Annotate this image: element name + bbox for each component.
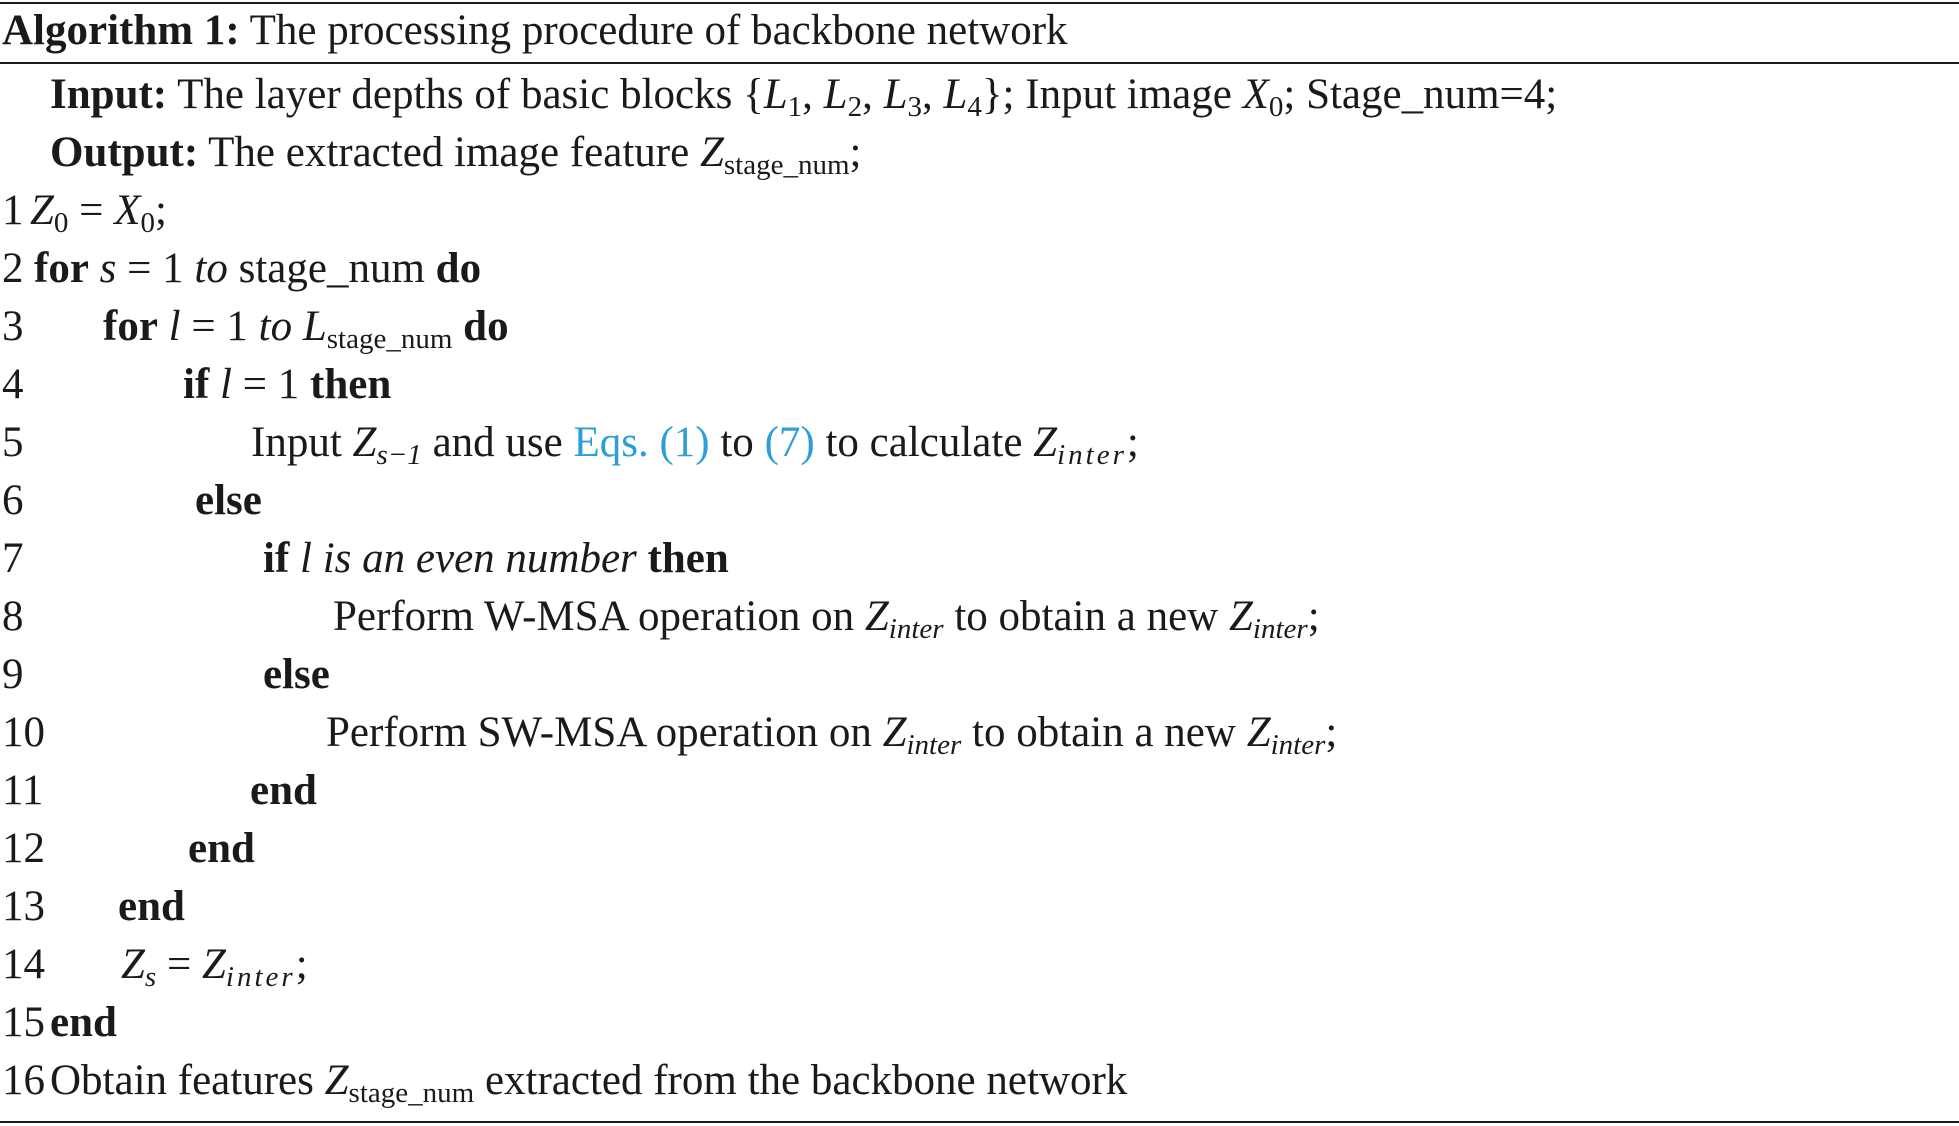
line-content [250, 762, 317, 820]
var-l4: L [943, 71, 968, 118]
var-x: X [1242, 71, 1269, 118]
line-content [188, 820, 255, 878]
keyword-end: end [50, 999, 117, 1046]
line-number: 15 [2, 999, 45, 1046]
line-number: 2 [2, 245, 24, 292]
sub: 0 [53, 207, 69, 239]
line-content [195, 472, 262, 530]
input-content [50, 66, 1557, 124]
text: extracted from the backbone network [474, 1057, 1128, 1104]
sub: 0 [140, 207, 155, 239]
punct: ; [1325, 709, 1338, 756]
line-content [183, 356, 391, 414]
keyword-to: to [194, 245, 228, 292]
input-text: The layer depths of basic blocks { [167, 71, 764, 118]
op: = 1 [180, 303, 259, 350]
sub: inter [888, 613, 944, 645]
sub: inter [906, 729, 962, 761]
output-text: The extracted image feature [198, 129, 700, 176]
var-l3: L [883, 71, 908, 118]
keyword-for: for [103, 303, 158, 350]
text: to [709, 419, 765, 466]
var-z: Z [882, 709, 907, 756]
algorithm-label: Algorithm 1: [2, 7, 240, 54]
var-z: Z [864, 593, 889, 640]
line-content [121, 936, 308, 994]
line-number: 3 [2, 303, 24, 350]
sub-1: 1 [787, 91, 803, 123]
input-text-2: }; Input image [981, 71, 1243, 118]
sub: stage_num [348, 1077, 475, 1109]
eq-ref-7-link[interactable]: (7) [764, 419, 815, 466]
text: Obtain features [50, 1057, 325, 1104]
line-content [263, 530, 729, 588]
sub: inter [1057, 439, 1127, 471]
eq-ref-1-link[interactable]: Eqs. (1) [573, 419, 710, 466]
line-content [30, 182, 167, 240]
var-z: Z [699, 129, 724, 176]
punct: ; [154, 187, 167, 234]
line-number: 7 [2, 535, 24, 582]
line-content [263, 646, 330, 704]
text: and use [421, 419, 574, 466]
sub-2: 2 [847, 91, 863, 123]
text: Perform W-MSA operation on [333, 593, 865, 640]
algorithm-title [2, 2, 1068, 60]
text: Perform SW-MSA operation on [326, 709, 883, 756]
op: = [156, 941, 202, 988]
line-content [50, 994, 117, 1052]
var-z: Z [1228, 593, 1253, 640]
keyword-for: for [34, 245, 89, 292]
sub: inter [1270, 729, 1326, 761]
line-content [34, 240, 481, 298]
sep-3: , [922, 71, 944, 118]
keyword-then: then [647, 535, 729, 582]
keyword-to: to [258, 303, 293, 350]
keyword-do: do [435, 245, 482, 292]
sep-2: , [862, 71, 884, 118]
sub: inter [1252, 613, 1308, 645]
line-number: 14 [2, 941, 45, 988]
line-content [251, 414, 1139, 472]
var-s: s [99, 245, 117, 292]
op: = 1 [116, 245, 195, 292]
output-label: Output: [50, 129, 199, 176]
line-number: 13 [2, 883, 45, 930]
var-x: X [114, 187, 141, 234]
punct: ; [295, 941, 308, 988]
header-rule [0, 62, 1959, 64]
line-number: 4 [2, 361, 24, 408]
line-content [103, 298, 509, 356]
line-number: 8 [2, 593, 24, 640]
line-number: 11 [2, 767, 44, 814]
keyword-if: if [263, 535, 290, 582]
line-content [333, 588, 1320, 646]
var-z: Z [201, 941, 226, 988]
keyword-end: end [250, 767, 317, 814]
keyword-end: end [118, 883, 185, 930]
var-l: l [168, 303, 181, 350]
line-number: 9 [2, 651, 24, 698]
line-number: 16 [2, 1057, 45, 1104]
keyword-end: end [188, 825, 255, 872]
var-z: Z [121, 941, 145, 988]
keyword-then: then [310, 361, 392, 408]
line-number: 6 [2, 477, 24, 524]
line-number: 12 [2, 825, 45, 872]
sub-x0: 0 [1268, 91, 1284, 123]
var-z: Z [1246, 709, 1271, 756]
sep-1: , [802, 71, 824, 118]
punct: ; [1126, 419, 1139, 466]
var-l2: L [823, 71, 848, 118]
keyword-else: else [195, 477, 262, 524]
algorithm-title-text: The processing procedure of backbone network [239, 7, 1068, 54]
line-number: 1 [2, 187, 24, 234]
keyword-do: do [463, 303, 509, 350]
keyword-else: else [263, 651, 330, 698]
line-content [118, 878, 185, 936]
bottom-rule [0, 1121, 1959, 1123]
condition: l is an even number [289, 535, 648, 582]
sub: s−1 [376, 439, 422, 471]
sub: inter [225, 961, 296, 993]
text: to obtain a new [961, 709, 1247, 756]
sub-3: 3 [907, 91, 922, 123]
var-l: l [220, 361, 232, 408]
sub: s [144, 961, 157, 993]
line-content [50, 1052, 1127, 1110]
keyword-if: if [183, 361, 210, 408]
var-l1: L [763, 71, 788, 118]
sub-stage-num: stage_num [723, 149, 850, 181]
var-z: Z [1033, 419, 1058, 466]
line-number: 10 [2, 709, 45, 756]
input-text-3: ; Stage_num=4; [1283, 71, 1558, 118]
input-label: Input: [50, 71, 168, 118]
output-end: ; [849, 129, 862, 176]
sub-4: 4 [967, 91, 982, 123]
sub: stage_num [326, 323, 453, 355]
line-content [326, 704, 1337, 762]
var-z: Z [352, 419, 377, 466]
var-z: Z [324, 1057, 349, 1104]
line-number: 5 [2, 419, 24, 466]
text: stage_num [227, 245, 436, 292]
op: = [68, 187, 115, 234]
output-content [50, 124, 861, 182]
var-z: Z [30, 187, 54, 234]
var-L: L [292, 303, 327, 350]
op: = 1 [231, 361, 310, 408]
punct: ; [1307, 593, 1320, 640]
text: to calculate [814, 419, 1034, 466]
text: Input [251, 419, 353, 466]
text: to obtain a new [943, 593, 1229, 640]
